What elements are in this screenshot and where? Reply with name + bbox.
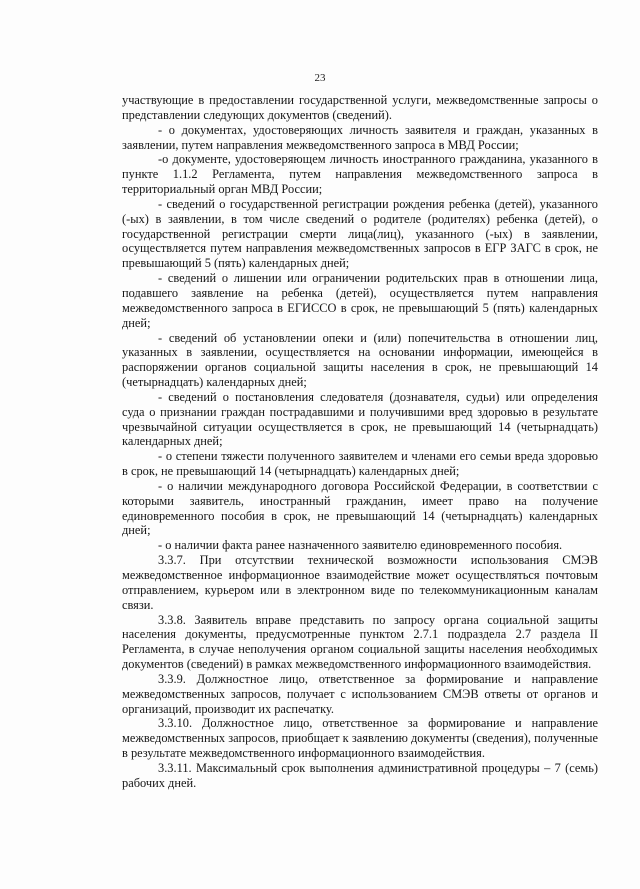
document-body bbox=[122, 93, 598, 791]
paragraph: - о наличии факта ранее назначенного заявителю единовременного пособия. bbox=[158, 538, 563, 553]
paragraph: участвующие в предоставлении государственной услуги, межведомственные запросы о представлении следующих документов (сведений). bbox=[122, 93, 598, 122]
paragraph: - сведений о постановления следователя (дознавателя, судьи) или определения суда о признании граждан пострадавшими и получившими вред здоровью в результате чрезвычайной ситуации осуществляется в срок, не превышающий 14 (четырнадцать) календарных дней; bbox=[122, 389, 598, 449]
paragraph: - сведений о государственной регистрации рождения ребенка (детей), указанного (-ых) в заявлении, в том числе сведений о родителе (родителях) ребенка (детей), о государственной регистрации смерти лица(лиц), указанного (-ых) в заявлении, осуществляется путем направления межведомственных запросов в ЕГР ЗАГС в срок, не превышающий 5 (пять) календарных дней; bbox=[122, 196, 598, 271]
paragraph: -о документе, удостоверяющем личность иностранного гражданина, указанного в пункте 1.1.2 Регламента, путем направления межведомственного запроса в территориальный орган МВД России; bbox=[122, 152, 598, 197]
paragraph: - о наличии международного договора Российской Федерации, в соответствии с которыми заявитель, иностранный гражданин, имеет право на получение единовременного пособия в срок, не превышающий 14 (четырнадцать) календарных дней; bbox=[122, 478, 598, 538]
paragraph: - о документах, удостоверяющих личность заявителя и граждан, указанных в заявлении, путем направления межведомственного запроса в МВД России; bbox=[122, 122, 598, 152]
paragraph: 3.3.9. Должностное лицо, ответственное за формирование и направление межведомственных запросов, получает с использованием СМЭВ ответы от органов и организаций, производит их распечатку. bbox=[122, 671, 598, 716]
paragraph: 3.3.11. Максимальный срок выполнения административной процедуры – 7 (семь) рабочих дней. bbox=[122, 760, 598, 790]
paragraph: - сведений о лишении или ограничении родительских прав в отношении лица, подавшего заявление на ребенка (детей), осуществляется путем направления межведомственного запроса в ЕГИССО в срок, не превышающий 5 (пять) календарных дней; bbox=[122, 271, 598, 330]
paragraph: - сведений об установлении опеки и (или) попечительства в отношении лиц, указанных в заявлении, осуществляется на основании информации, имеющейся в распоряжении органов социальной защиты населения в срок, не превышающий 14 (четырнадцать) календарных дней; bbox=[122, 330, 598, 390]
paragraph: 3.3.8. Заявитель вправе представить по запросу органа социальной защиты населения документы, предусмотренные пунктом 2.7.1 подраздела 2.7 раздела II Регламента, в случае неполучения органом социальной защиты населения необходимых документов (сведений) в рамках межведомственного информационного взаимодействия. bbox=[122, 612, 598, 672]
paragraph: 3.3.7. При отсутствии технической возможности использования СМЭВ межведомственное информационное взаимодействие может осуществляться почтовым отправлением, курьером или в электронном виде по телекоммуникационным каналам связи. bbox=[122, 553, 598, 612]
page-number: 23 bbox=[314, 72, 326, 84]
paragraph: 3.3.10. Должностное лицо, ответственное за формирование и направление межведомственных запросов, приобщает к заявлению документы (сведения), полученные в результате межведомственного информационного взаимодействия. bbox=[122, 716, 598, 761]
paragraph: - о степени тяжести полученного заявителем и членами его семьи вреда здоровью в срок, не превышающий 14 (четырнадцать) календарных дней; bbox=[122, 449, 598, 479]
